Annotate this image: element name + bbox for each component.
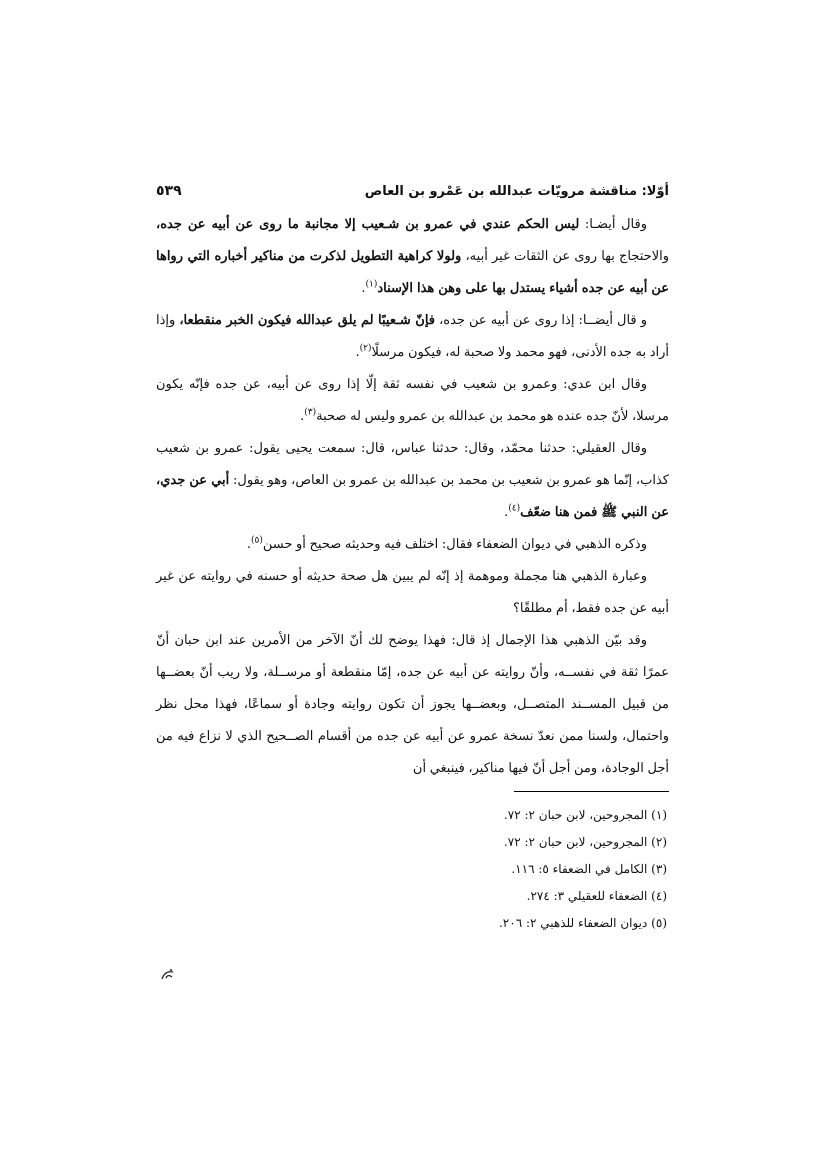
text-run: . — [361, 281, 366, 296]
footnote: (٣) الكامل في الضعفاء ٥: ١١٦. — [511, 862, 667, 876]
bold-text: ولولا كراهية التطويل لذكرت من مناكير أخباره التي رواها عن أبيه عن جده أشياء يستدل بها على وهن هذا الإسناد — [156, 249, 669, 296]
footnote-separator — [514, 791, 669, 792]
footnotes — [156, 802, 669, 937]
header-title: أوّلا: مناقشة مرويّات عبدالله بن عَمْرو بن العاص — [364, 184, 669, 199]
footnote-ref: (٥) — [250, 535, 263, 546]
paragraph — [156, 209, 669, 305]
text-run: وقد بيّن الذهبي هذا الإجمال إذ قال: فهذا يوضح لك أنّ الآخر من الأمرين عند ابن حبان أنّ عمرًا ثقة في نفســه، وأنّ روايته عن أبيه عن جده، إمّا منقطعة أو مرســلة، ولا ريب أنّ بعضــها من قبيل المســند المتصــل، وبعضــها يجوز أن تكون روايته وجادة أو سماعًا، فهذا محل نظر واحتمال، ولسنا ممن نعدّ نسخة عمرو عن أبيه عن جده من أقسام الصــحيح الذي لا نزاع فيه من أجل الوجادة، ومن أجل أنّ فيها مناكير، فينبغي أن — [156, 633, 669, 776]
footnote: (٥) ديوان الضعفاء للذهبي ٢: ٢٠٦. — [498, 916, 667, 930]
footnote-ref: (٣) — [304, 407, 317, 418]
paragraph — [156, 369, 669, 433]
text-run: . — [355, 345, 360, 360]
footnote-ref: (٤) — [508, 503, 521, 514]
text-run: وقال العقيلي: حدثنا محمّد، وقال: حدثنا عباس، قال: سمعت يحيى يقول: عمرو بن شعيب كذاب، إنّما هو عمرو بن شعيب بن محمد بن عبدالله بن عمرو بن العاص، وهو يقول: — [156, 441, 669, 488]
text-run: . — [300, 409, 305, 424]
text-run: والاحتجاج بها روى عن الثقات غير أبيه، — [461, 249, 669, 264]
paragraph — [156, 529, 669, 561]
text-run: . — [504, 505, 509, 520]
text-run: وقال أيضـا: — [579, 217, 647, 232]
document-page — [156, 183, 669, 937]
bold-text: فإنّ شـعيبًا لم يلق عبدالله فيكون الخبر منقطعا، — [179, 313, 435, 328]
paragraph — [156, 305, 669, 369]
footnote-ref: (١) — [365, 279, 378, 290]
bold-text: أبي عن جدي، عن النبي ﷺ فمن هنا ضعّف — [156, 473, 669, 520]
text-run: و قال أيضــا: إذا روى عن أبيه عن جده، — [435, 313, 647, 328]
paragraph — [156, 561, 669, 625]
running-header — [156, 183, 669, 209]
paragraph — [156, 625, 669, 785]
text-run: وإذا أراد به جده الأدنى، فهو محمد ولا صحبة له، فيكون مرسلًا — [156, 313, 669, 360]
page-end-mark-icon — [160, 967, 176, 983]
footnote-ref: (٢) — [359, 343, 372, 354]
text-run: وعبارة الذهبي هنا مجملة وموهمة إذ إنّه لم يبين هل صحة حديثه أو حسنه في روايته عن غير أبيه عن جده فقط، أم مطلقًا؟ — [156, 569, 669, 616]
text-run: . — [246, 537, 251, 552]
text-run: وقال ابن عدي: وعمرو بن شعيب في نفسه ثقة إلّا إذا روى عن أبيه، عن جده فإنّه يكون مرسلا، لأنّ جده عنده هو محمد بن عبدالله بن عمرو وليس له صحبة — [156, 377, 669, 424]
paragraph — [156, 433, 669, 529]
footnote: (٢) المجروحين، لابن حبان ٢: ٧٢. — [503, 835, 667, 849]
page-number: ٥٣٩ — [156, 183, 182, 199]
main-text — [156, 209, 669, 785]
text-run: وذكره الذهبي في ديوان الضعفاء فقال: اختلف فيه وحديثه صحيح أو حسن — [262, 537, 647, 552]
footnote: (٤) الضعفاء للعقيلي ٣: ٢٧٤. — [526, 889, 667, 903]
bold-text: ليس الحكم عندي في عمرو بن شـعيب إلا مجانبة ما روى عن أبيه عن جده، — [156, 217, 580, 232]
footnote: (١) المجروحين، لابن حبان ٢: ٧٢. — [503, 808, 667, 822]
